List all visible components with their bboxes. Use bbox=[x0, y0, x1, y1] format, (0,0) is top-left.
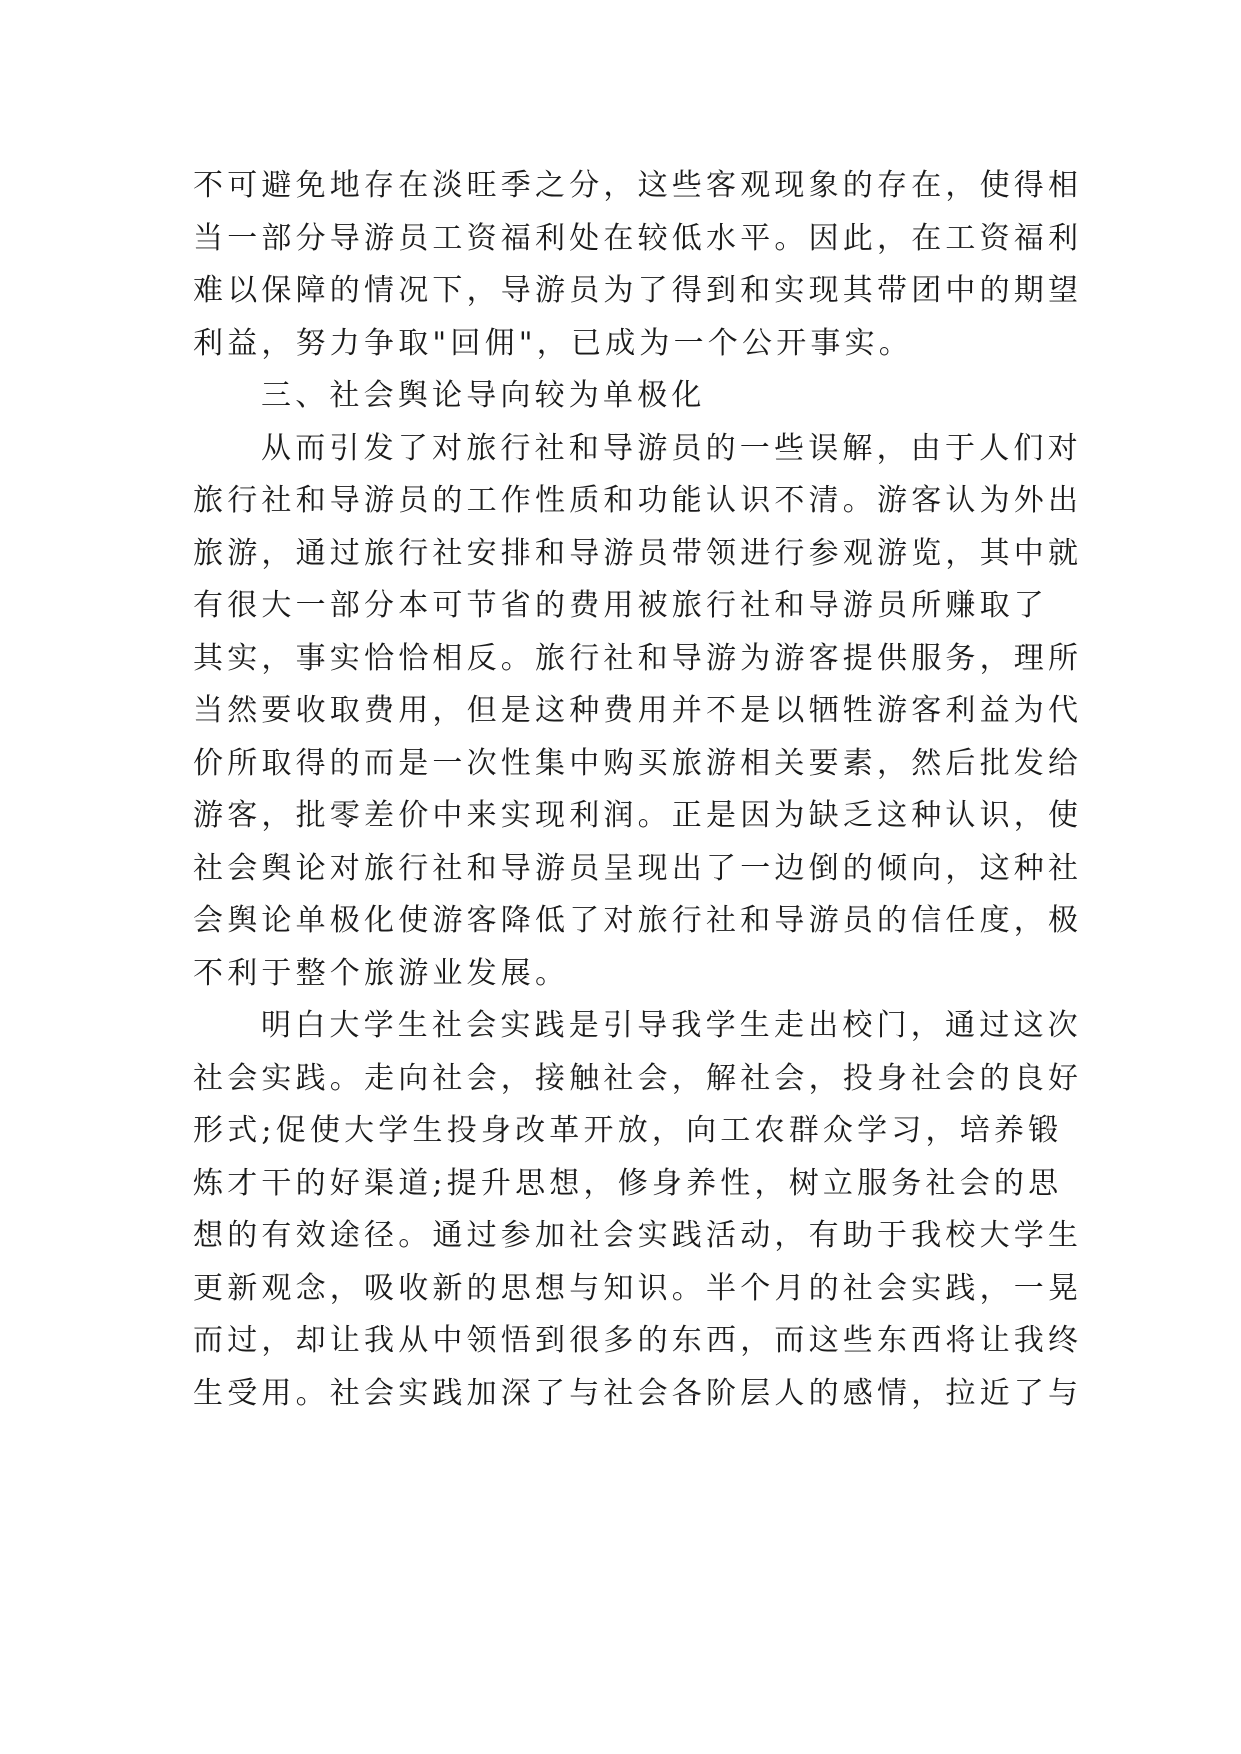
text-line: 社会舆论对旅行社和导游员呈现出了一边倒的倾向，这种社 bbox=[193, 850, 1083, 886]
text-line: 不可避免地存在淡旺季之分，这些客观现象的存在，使得相 bbox=[193, 168, 1083, 203]
text-line: 旅行社和导游员的工作性质和功能认识不清。游客认为外出 bbox=[193, 483, 1083, 518]
text-line: 当然要收取费用，但是这种费用并不是以牺牲游客利益为代 bbox=[193, 693, 1083, 728]
text-line: 形式;促使大学生投身改革开放，向工农群众学习，培养锻 bbox=[193, 1113, 1063, 1148]
text-line: 有很大一部分本可节省的费用被旅行社和导游员所赚取了 bbox=[193, 588, 1048, 623]
text-line: 其实，事实恰恰相反。旅行社和导游为游客提供服务，理所 bbox=[193, 640, 1083, 676]
text-line: 难以保障的情况下，导游员为了得到和实现其带团中的期望 bbox=[193, 273, 1083, 308]
text-line: 想的有效途径。通过参加社会实践活动，有助于我校大学生 bbox=[193, 1218, 1083, 1253]
text-line: 炼才干的好渠道;提升思想，修身养性，树立服务社会的思 bbox=[193, 1165, 1063, 1201]
body-text bbox=[193, 160, 1083, 1420]
text-line: 而过，却让我从中领悟到很多的东西，而这些东西将让我终 bbox=[193, 1323, 1083, 1358]
text-line: 三、社会舆论导向较为单极化 bbox=[261, 378, 706, 413]
text-line: 当一部分导游员工资福利处在较低水平。因此，在工资福利 bbox=[193, 220, 1083, 256]
text-line: 不利于整个旅游业发展。 bbox=[193, 955, 570, 991]
text-line: 旅游，通过旅行社安排和导游员带领进行参观游览，其中就 bbox=[193, 535, 1083, 571]
text-line: 生受用。社会实践加深了与社会各阶层人的感情，拉近了与 bbox=[193, 1375, 1083, 1411]
text-line: 明白大学生社会实践是引导我学生走出校门，通过这次 bbox=[261, 1008, 1082, 1043]
text-line: 从而引发了对旅行社和导游员的一些误解，由于人们对 bbox=[261, 430, 1082, 466]
text-line: 社会实践。走向社会，接触社会，解社会，投身社会的良好 bbox=[193, 1060, 1083, 1096]
text-line: 游客，批零差价中来实现利润。正是因为缺乏这种认识，使 bbox=[193, 798, 1083, 833]
text-line: 价所取得的而是一次性集中购买旅游相关要素，然后批发给 bbox=[193, 745, 1083, 781]
text-line: 会舆论单极化使游客降低了对旅行社和导游员的信任度，极 bbox=[193, 903, 1083, 938]
text-line: 利益，努力争取"回佣"，已成为一个公开事实。 bbox=[193, 325, 913, 361]
text-line: 更新观念，吸收新的思想与知识。半个月的社会实践，一晃 bbox=[193, 1270, 1083, 1306]
